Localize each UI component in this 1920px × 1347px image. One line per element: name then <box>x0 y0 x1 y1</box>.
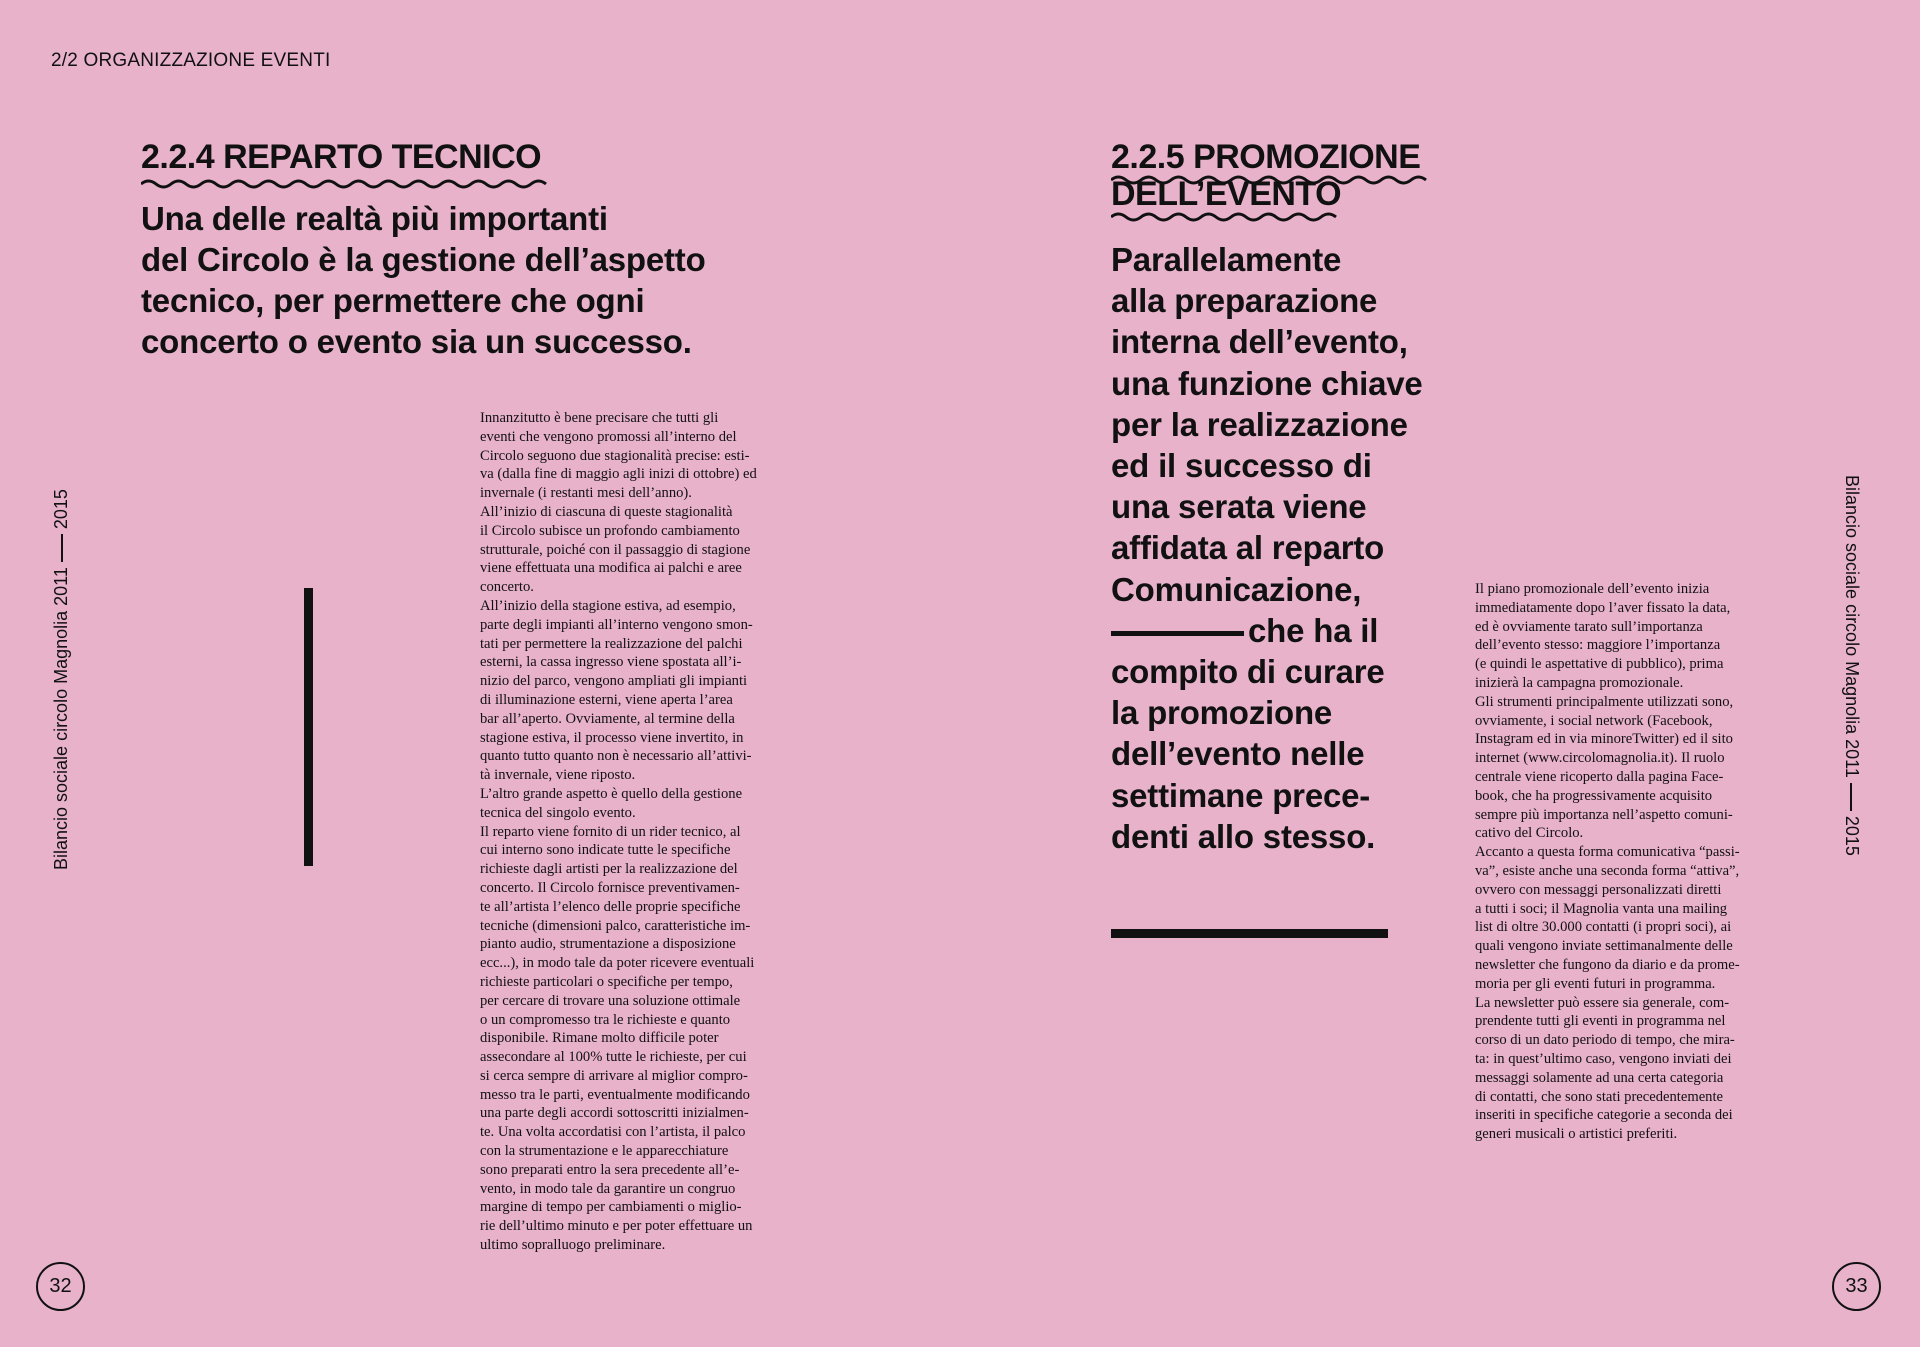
section-title: 2.2.5 PROMOZIONE <box>1111 138 1421 176</box>
sidebar-right-caption <box>1841 475 1862 856</box>
lead-line: ed il successo di <box>1111 447 1372 485</box>
dash-divider <box>1850 783 1852 811</box>
page-number: 33 <box>1832 1262 1881 1311</box>
sidebar-left-caption <box>51 489 72 870</box>
lead-line-dash <box>1111 610 1471 651</box>
wavy-underline <box>141 178 551 190</box>
lead-paragraph <box>141 198 841 362</box>
lead-line: denti allo stesso. <box>1111 817 1376 855</box>
lead-line: tecnico, per permettere che ogni <box>141 282 645 319</box>
lead-line: per la realizzazione <box>1111 405 1408 443</box>
lead-line: alla preparazione <box>1111 282 1378 320</box>
lead-paragraph <box>1111 239 1471 857</box>
lead-line: del Circolo è la gestione dell’aspetto <box>141 241 706 278</box>
lead-line: dell’evento nelle <box>1111 735 1365 773</box>
sidebar-left-text: Bilancio sociale circolo Magnolia 2011 <box>51 567 71 870</box>
running-head: 2/2 ORGANIZZAZIONE EVENTI <box>51 50 331 71</box>
page-number: 32 <box>36 1262 85 1311</box>
sidebar-left-year: 2015 <box>51 489 71 530</box>
lead-line: Una delle realtà più importanti <box>141 200 608 237</box>
lead-line: concerto o evento sia un successo. <box>141 323 692 360</box>
lead-line: compito di curare <box>1111 653 1385 691</box>
section-title-block <box>141 137 551 190</box>
section-title: DELL’EVENTO <box>1111 175 1342 213</box>
lead-dash-text: che ha il <box>1248 611 1379 649</box>
lead-line: affidata al reparto <box>1111 529 1385 567</box>
lead-line: una serata viene <box>1111 488 1367 526</box>
dash-divider <box>61 534 63 562</box>
section-title-block <box>1111 137 1436 223</box>
section-title: 2.2.4 REPARTO TECNICO <box>141 138 542 176</box>
lead-line: Parallelamente <box>1111 241 1342 278</box>
lead-line: una funzione chiave <box>1111 364 1423 402</box>
lead-line: la promozione <box>1111 694 1333 732</box>
lead-line: settimane prece- <box>1111 776 1371 814</box>
sidebar-right-year: 2015 <box>1842 815 1862 856</box>
vertical-bar-decoration <box>304 588 313 866</box>
lead-line: Comunicazione, <box>1111 570 1362 608</box>
sidebar-right-text: Bilancio sociale circolo Magnolia 2011 <box>1842 475 1862 778</box>
horizontal-bar-decoration <box>1111 929 1388 938</box>
body-text: Il piano promozionale dell’evento inizia immediatamente dopo l’aver fissato la data, ed è ovviamente tarato sull’importanza dell’evento stesso: maggiore l’importanza (e quindi le aspettative di pubblico), prima inizierà la campagna promozionale. Gli strumenti principalmente utilizzati sono, ovviamente, i social network (Facebook, Instagram ed in via minoreTwitter) ed il sito internet (www.circolomagnolia.it). Il ruolo centrale viene ricoperto dalla pagina Face- book, che ha progressivamente acquisito sempre più importanza nell’aspetto comuni- cativo del Circolo. Accanto a questa forma comunicativa “passi- va”, esiste anche una seconda forma “attiva”, ovvero con messaggi personalizzati diretti a tutti i soci; il Magnolia vanta una mailing list di oltre 30.000 contatti (i propri soci), ai quali vengono inviate settimanalmente delle newsletter che fungono da diario e da prome- moria per gli eventi futuri in programma. La newsletter può essere sia generale, com- prendente tutti gli eventi in programma nel corso di un dato periodo di tempo, che mira- ta: in quest’ultimo caso, vengono inviati dei messaggi solamente ad una certa categoria di contatti, che sono stati precedentemente inseriti in specifiche categorie a seconda dei generi musicali o artistici preferiti. <box>1475 581 1740 1143</box>
dash-decoration <box>1111 631 1244 636</box>
body-text: Innanzitutto è bene precisare che tutti gli eventi che vengono promossi all’interno del Circolo seguono due stagionalità precise: esti- va (dalla fine di maggio agli inizi di ottobre) ed invernale (i restanti mesi dell’anno). All’inizio di ciascuna di queste stagionalità il Circolo subisce un profondo cambiamento strutturale, poiché con il passaggio di stagione viene effettuata una modifica ai palchi e aree concerto. All’inizio della stagione estiva, ad esempio, parte degli impianti all’interno vengono smon- tati per permettere la realizzazione del palchi esterni, la cassa ingresso viene spostata all’i- nizio del parco, vengono ampliati gli impianti di illuminazione esterni, viene aperta l’area bar all’aperto. Ovviamente, al termine della stagione estiva, il processo viene invertito, in quanto tutto quanto non è necessario all’attivi- tà invernale, viene riposto. L’altro grande aspetto è quello della gestione tecnica del singolo evento. Il reparto viene fornito di un rider tecnico, al cui interno sono indicate tutte le specifiche richieste dagli artisti per la realizzazione del concerto. Il Circolo fornisce preventivamen- te all’artista l’elenco delle proprie specifiche tecniche (dimensioni palco, caratteristiche im- pianto audio, strumentazione a disposizione ecc...), in modo tale da poter ricevere eventuali richieste particolari o specifiche per tempo, per cercare di trovare una soluzione ottimale o un compromesso tra le richieste e quanto disponibile. Rimane molto difficile poter assecondare al 100% tutte le richieste, per cui si cerca sempre di arrivare al miglior compro- messo tra le parti, eventualmente modificando una parte degli accordi sottoscritti inizialmen- te. Una volta accordatisi con l’artista, il palco con la strumentazione e le apparecchiature sono preparati entro la sera precedente all’e- vento, in modo tale da garantire un congruo margine di tempo per cambiamenti o miglio- rie dell’ultimo minuto e per poter effettuare un ultimo sopralluogo preliminare. <box>480 410 757 1254</box>
lead-line: interna dell’evento, <box>1111 323 1408 361</box>
